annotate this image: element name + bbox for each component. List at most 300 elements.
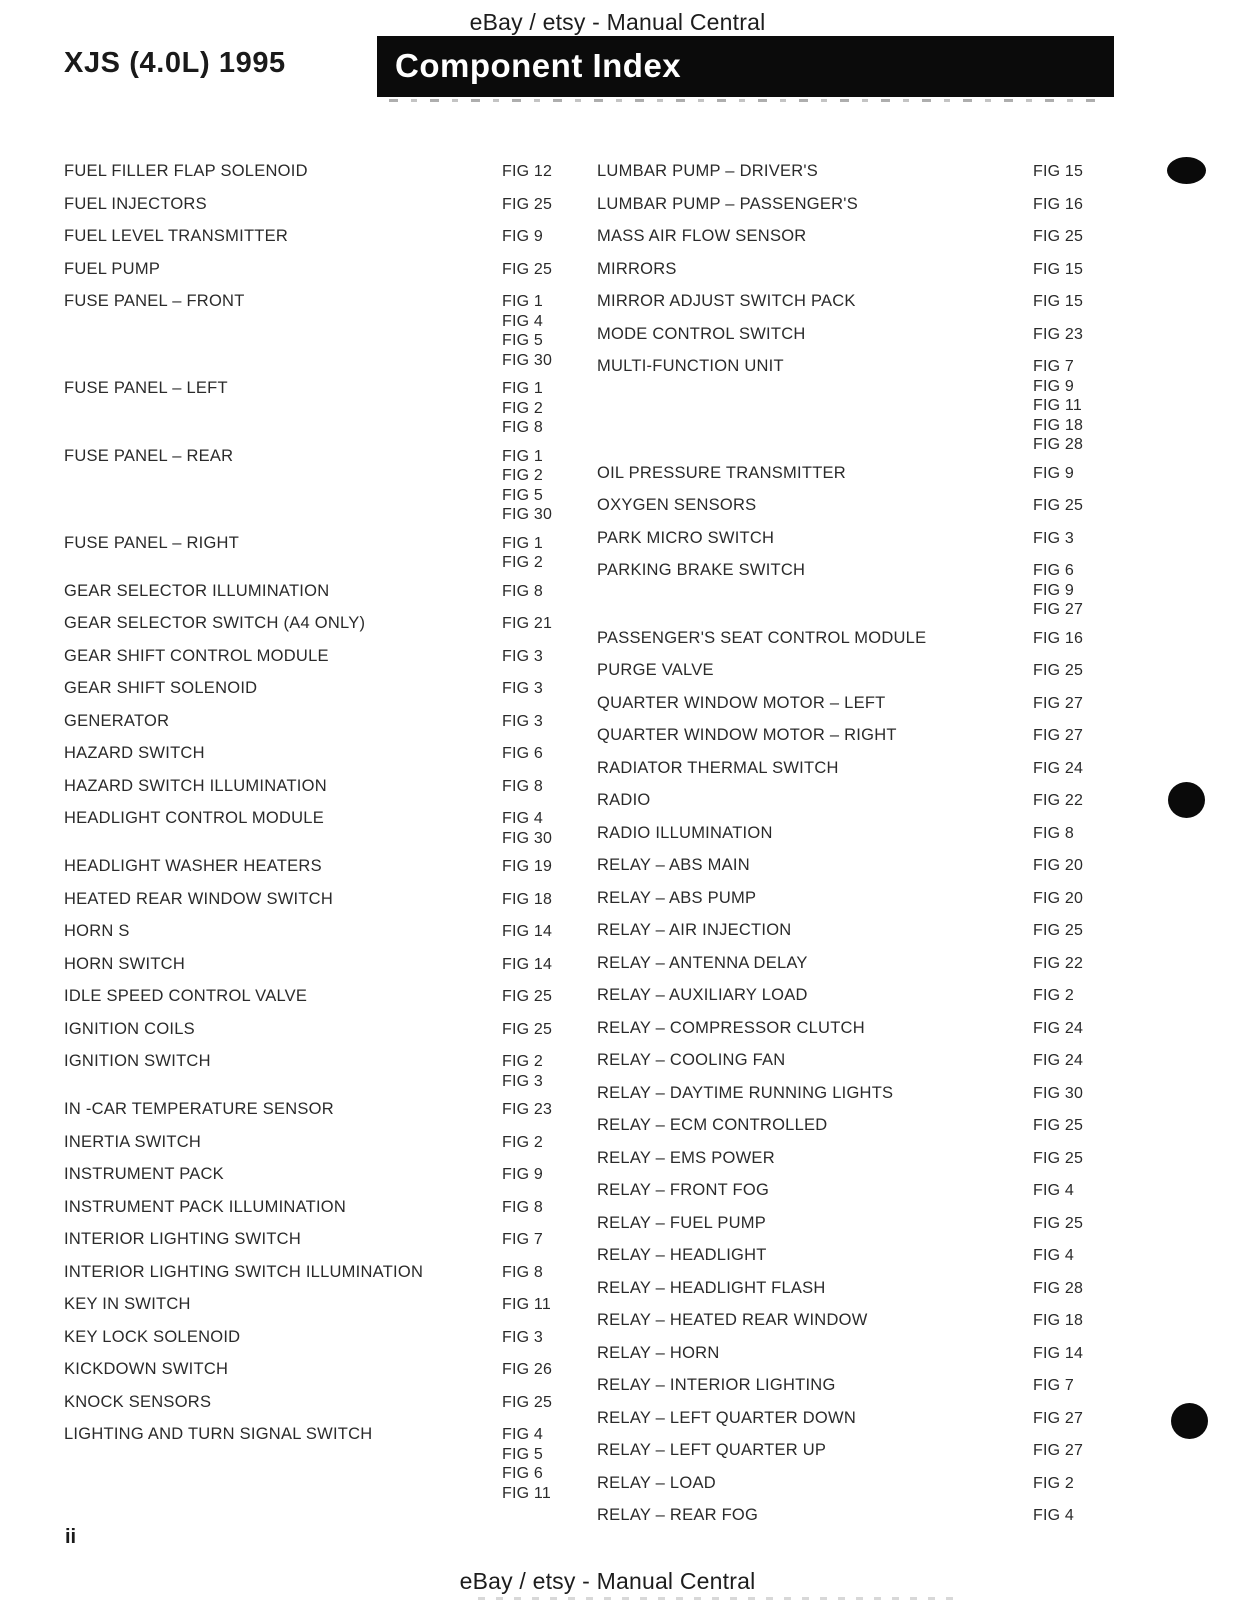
figure-refs xyxy=(1033,726,1093,746)
index-entry xyxy=(597,1474,1093,1494)
component-name: FUEL LEVEL TRANSMITTER xyxy=(64,227,289,245)
figure-refs xyxy=(502,1295,560,1315)
component-name: RELAY – INTERIOR LIGHTING xyxy=(597,1376,836,1394)
index-entry xyxy=(64,195,560,215)
component-name: GEAR SHIFT CONTROL MODULE xyxy=(64,646,329,665)
index-entry xyxy=(64,955,560,975)
index-entry xyxy=(64,1328,560,1348)
figure-refs xyxy=(1033,1474,1093,1494)
figure-refs xyxy=(1033,496,1093,516)
figure-refs xyxy=(1033,759,1093,779)
index-entry xyxy=(64,1425,560,1503)
figure-ref: FIG 11 xyxy=(502,1484,551,1502)
index-entry xyxy=(597,824,1093,844)
index-entry xyxy=(597,1344,1093,1364)
figure-ref: FIG 24 xyxy=(1033,1019,1084,1037)
figure-refs xyxy=(502,614,560,634)
index-entry xyxy=(597,195,1093,215)
figure-refs xyxy=(502,1393,560,1413)
figure-ref: FIG 14 xyxy=(502,955,553,973)
index-entry xyxy=(597,954,1093,974)
figure-refs xyxy=(1033,162,1093,182)
component-name: LIGHTING AND TURN SIGNAL SWITCH xyxy=(64,1425,373,1443)
component-name: GEAR SHIFT SOLENOID xyxy=(64,679,258,697)
figure-ref: FIG 18 xyxy=(1033,1312,1084,1329)
figure-ref: FIG 2 xyxy=(502,1053,544,1070)
index-entry xyxy=(597,1311,1093,1331)
figure-refs xyxy=(502,744,560,764)
figure-refs xyxy=(1033,227,1093,247)
index-entry xyxy=(597,1279,1093,1299)
figure-refs xyxy=(502,447,560,525)
component-name: FUSE PANEL – RIGHT xyxy=(64,533,240,552)
component-name: FUEL FILLER FLAP SOLENOID xyxy=(64,162,308,180)
index-entry xyxy=(64,534,560,573)
figure-refs xyxy=(1033,954,1093,974)
figure-ref: FIG 25 xyxy=(1033,1149,1084,1167)
figure-ref: FIG 23 xyxy=(1033,325,1084,343)
figure-refs xyxy=(502,647,560,667)
index-entry xyxy=(597,1149,1093,1169)
figure-ref: FIG 8 xyxy=(502,1198,544,1216)
figure-refs xyxy=(502,1230,560,1250)
figure-ref: FIG 25 xyxy=(1033,662,1084,679)
figure-refs xyxy=(1033,1279,1093,1299)
component-name: LUMBAR PUMP – PASSENGER'S xyxy=(597,194,858,213)
figure-ref: FIG 7 xyxy=(1033,358,1075,375)
figure-refs xyxy=(502,227,560,247)
index-entry xyxy=(597,529,1093,549)
component-name: INSTRUMENT PACK xyxy=(64,1165,224,1183)
figure-refs xyxy=(1033,629,1093,649)
figure-ref: FIG 6 xyxy=(1033,562,1075,579)
figure-ref: FIG 2 xyxy=(1033,987,1075,1004)
top-watermark-text: eBay / etsy - Manual Central xyxy=(469,9,766,35)
figure-ref: FIG 1 xyxy=(502,447,544,465)
figure-ref: FIG 9 xyxy=(1033,464,1075,482)
component-name: QUARTER WINDOW MOTOR – RIGHT xyxy=(597,726,897,744)
component-name: FUSE PANEL – LEFT xyxy=(64,379,228,397)
figure-refs xyxy=(1033,1344,1093,1364)
figure-ref: FIG 25 xyxy=(1033,228,1084,245)
index-entry xyxy=(64,227,560,247)
figure-ref: FIG 28 xyxy=(1033,436,1084,453)
component-name: OIL PRESSURE TRANSMITTER xyxy=(597,463,846,482)
registration-dot-icon xyxy=(1168,782,1205,818)
index-entry xyxy=(597,496,1093,516)
component-name: RELAY – HEATED REAR WINDOW xyxy=(597,1311,868,1329)
figure-refs xyxy=(1033,1246,1093,1266)
figure-ref: FIG 2 xyxy=(502,399,544,417)
index-entry xyxy=(597,1246,1093,1266)
figure-ref: FIG 21 xyxy=(502,615,553,632)
index-entry xyxy=(597,292,1093,312)
index-entry xyxy=(597,325,1093,345)
component-name: IGNITION COILS xyxy=(64,1019,195,1038)
index-entry xyxy=(597,1506,1093,1526)
figure-ref: FIG 9 xyxy=(502,1166,544,1183)
figure-ref: FIG 4 xyxy=(502,810,544,827)
component-name: LUMBAR PUMP – DRIVER'S xyxy=(597,162,819,180)
index-entry xyxy=(597,986,1093,1006)
index-entry xyxy=(64,379,560,438)
figure-ref: FIG 9 xyxy=(502,228,544,245)
figure-ref: FIG 8 xyxy=(502,1263,544,1281)
component-name: PARK MICRO SWITCH xyxy=(597,528,775,547)
component-name: RELAY – AUXILIARY LOAD xyxy=(597,986,808,1004)
index-entry xyxy=(597,856,1093,876)
index-entry xyxy=(64,890,560,910)
figure-refs xyxy=(502,712,560,732)
index-entry xyxy=(64,292,560,370)
figure-ref: FIG 24 xyxy=(1033,759,1084,777)
component-name: MODE CONTROL SWITCH xyxy=(597,324,806,343)
component-name: IN -CAR TEMPERATURE SENSOR xyxy=(64,1100,334,1118)
figure-ref: FIG 22 xyxy=(1033,954,1084,972)
figure-ref: FIG 25 xyxy=(502,1393,553,1411)
figure-ref: FIG 14 xyxy=(502,923,553,940)
figure-ref: FIG 2 xyxy=(1033,1474,1075,1492)
figure-ref: FIG 5 xyxy=(502,1445,544,1463)
component-name: OXYGEN SENSORS xyxy=(597,496,757,514)
figure-refs xyxy=(502,260,560,280)
figure-ref: FIG 20 xyxy=(1033,857,1084,874)
component-name: FUSE PANEL – FRONT xyxy=(64,292,245,310)
component-name: KEY IN SWITCH xyxy=(64,1295,191,1313)
figure-ref: FIG 3 xyxy=(1033,529,1075,547)
index-entry xyxy=(64,922,560,942)
figure-ref: FIG 18 xyxy=(502,890,553,908)
component-name: HORN SWITCH xyxy=(64,954,185,973)
figure-refs xyxy=(502,1133,560,1153)
page-title: XJS (4.0L) 1995 xyxy=(64,47,286,79)
figure-refs xyxy=(1033,260,1093,280)
figure-ref: FIG 30 xyxy=(502,351,553,369)
component-name: QUARTER WINDOW MOTOR – LEFT xyxy=(597,693,886,712)
figure-ref: FIG 6 xyxy=(502,1465,544,1482)
figure-ref: FIG 15 xyxy=(1033,293,1084,310)
index-entry xyxy=(64,1360,560,1380)
index-entry xyxy=(597,227,1093,247)
figure-ref: FIG 25 xyxy=(1033,922,1084,939)
index-entry xyxy=(597,464,1093,484)
index-entry xyxy=(597,629,1093,649)
figure-ref: FIG 25 xyxy=(1033,1117,1084,1134)
figure-ref: FIG 30 xyxy=(1033,1084,1084,1102)
figure-refs xyxy=(502,1165,560,1185)
index-entry xyxy=(64,1100,560,1120)
figure-refs xyxy=(1033,292,1093,312)
figure-ref: FIG 3 xyxy=(502,1328,544,1346)
page-number: ii xyxy=(65,1526,77,1548)
figure-ref: FIG 16 xyxy=(1033,629,1084,647)
index-entry xyxy=(64,1295,560,1315)
component-name: GEAR SELECTOR SWITCH (A4 ONLY) xyxy=(64,614,366,632)
index-entry xyxy=(597,1441,1093,1461)
component-name: HEADLIGHT CONTROL MODULE xyxy=(64,809,324,827)
index-entry xyxy=(597,260,1093,280)
component-name: RELAY – COOLING FAN xyxy=(597,1051,786,1069)
figure-ref: FIG 9 xyxy=(1033,581,1075,599)
component-name: RELAY – LEFT QUARTER DOWN xyxy=(597,1408,857,1427)
figure-ref: FIG 4 xyxy=(1033,1507,1075,1524)
index-entry xyxy=(597,1084,1093,1104)
component-name: RELAY – COMPRESSOR CLUTCH xyxy=(597,1018,865,1037)
index-entry xyxy=(597,889,1093,909)
component-name: INTERIOR LIGHTING SWITCH ILLUMINATION xyxy=(64,1262,424,1281)
figure-refs xyxy=(502,955,560,975)
figure-refs xyxy=(1033,1311,1093,1331)
figure-refs xyxy=(1033,1019,1093,1039)
index-entry xyxy=(597,694,1093,714)
component-name: RADIATOR THERMAL SWITCH xyxy=(597,758,839,777)
index-entry xyxy=(597,661,1093,681)
figure-refs xyxy=(1033,694,1093,714)
figure-refs xyxy=(502,679,560,699)
component-name: RELAY – FUEL PUMP xyxy=(597,1213,767,1232)
figure-refs xyxy=(502,809,560,848)
figure-ref: FIG 8 xyxy=(502,419,544,436)
figure-ref: FIG 20 xyxy=(1033,889,1084,907)
figure-ref: FIG 7 xyxy=(1033,1377,1075,1394)
component-name: RELAY – REAR FOG xyxy=(597,1506,759,1524)
figure-ref: FIG 15 xyxy=(1033,260,1084,278)
figure-refs xyxy=(1033,824,1093,844)
figure-ref: FIG 11 xyxy=(502,1296,551,1313)
index-entry xyxy=(64,447,560,525)
index-entry xyxy=(597,1376,1093,1396)
index-entry xyxy=(64,162,560,182)
component-name: MIRROR ADJUST SWITCH PACK xyxy=(597,292,856,310)
component-name: RELAY – ANTENNA DELAY xyxy=(597,953,808,972)
index-entry xyxy=(64,809,560,848)
figure-ref: FIG 19 xyxy=(502,858,553,875)
figure-ref: FIG 30 xyxy=(502,829,553,847)
index-column-right xyxy=(597,162,1093,1539)
figure-ref: FIG 2 xyxy=(502,467,544,484)
figure-refs xyxy=(502,1020,560,1040)
figure-ref: FIG 2 xyxy=(502,1133,544,1151)
component-name: RELAY – HORN xyxy=(597,1343,720,1362)
figure-ref: FIG 1 xyxy=(502,534,544,552)
figure-ref: FIG 18 xyxy=(1033,416,1084,434)
figure-refs xyxy=(502,857,560,877)
index-entry xyxy=(597,921,1093,941)
component-name: FUEL INJECTORS xyxy=(64,194,207,213)
figure-ref: FIG 4 xyxy=(1033,1247,1075,1264)
figure-ref: FIG 15 xyxy=(1033,163,1084,180)
component-name: FUSE PANEL – REAR xyxy=(64,446,234,465)
figure-ref: FIG 3 xyxy=(502,712,544,730)
figure-ref: FIG 27 xyxy=(1033,727,1084,744)
index-entry xyxy=(597,561,1093,620)
figure-refs xyxy=(1033,1116,1093,1136)
figure-refs xyxy=(1033,1214,1093,1234)
figure-refs xyxy=(502,987,560,1007)
figure-ref: FIG 25 xyxy=(502,195,553,213)
figure-ref: FIG 1 xyxy=(502,293,544,310)
component-name: PASSENGER'S SEAT CONTROL MODULE xyxy=(597,628,927,647)
figure-refs xyxy=(1033,986,1093,1006)
component-name: PARKING BRAKE SWITCH xyxy=(597,561,806,579)
figure-refs xyxy=(1033,561,1093,620)
index-entry xyxy=(64,1230,560,1250)
index-column-left xyxy=(64,162,560,1512)
figure-refs xyxy=(1033,1506,1093,1526)
component-name: PURGE VALVE xyxy=(597,661,714,679)
figure-ref: FIG 26 xyxy=(502,1361,553,1378)
figure-ref: FIG 27 xyxy=(1033,1442,1084,1459)
figure-refs xyxy=(502,1263,560,1283)
component-name: KNOCK SENSORS xyxy=(64,1392,212,1411)
figure-ref: FIG 8 xyxy=(502,777,544,795)
figure-ref: FIG 27 xyxy=(1033,1409,1084,1427)
figure-ref: FIG 7 xyxy=(502,1231,544,1248)
figure-refs xyxy=(1033,1149,1093,1169)
figure-refs xyxy=(1033,1409,1093,1429)
figure-ref: FIG 4 xyxy=(502,1426,544,1443)
figure-refs xyxy=(1033,529,1093,549)
index-entry xyxy=(64,987,560,1007)
figure-refs xyxy=(502,777,560,797)
component-name: IGNITION SWITCH xyxy=(64,1052,211,1070)
component-name: RADIO ILLUMINATION xyxy=(597,823,773,842)
figure-ref: FIG 16 xyxy=(1033,195,1084,213)
figure-ref: FIG 3 xyxy=(502,1072,544,1090)
index-entry xyxy=(597,1409,1093,1429)
figure-ref: FIG 4 xyxy=(502,312,544,330)
component-name: INTERIOR LIGHTING SWITCH xyxy=(64,1230,301,1248)
figure-ref: FIG 30 xyxy=(502,506,553,523)
index-entry xyxy=(597,791,1093,811)
figure-refs xyxy=(502,1198,560,1218)
figure-refs xyxy=(1033,661,1093,681)
figure-refs xyxy=(502,582,560,602)
component-name: MASS AIR FLOW SENSOR xyxy=(597,227,807,245)
figure-ref: FIG 11 xyxy=(1033,397,1082,414)
figure-ref: FIG 25 xyxy=(1033,497,1084,514)
index-entry xyxy=(64,744,560,764)
index-entry xyxy=(597,759,1093,779)
figure-refs xyxy=(502,1425,560,1503)
figure-refs xyxy=(1033,1084,1093,1104)
component-name: RELAY – DAYTIME RUNNING LIGHTS xyxy=(597,1083,894,1102)
component-name: INSTRUMENT PACK ILLUMINATION xyxy=(64,1197,347,1216)
component-name: RELAY – HEADLIGHT xyxy=(597,1246,767,1264)
index-entry xyxy=(64,260,560,280)
component-name: RELAY – LOAD xyxy=(597,1473,716,1492)
figure-refs xyxy=(1033,1376,1093,1396)
index-entry xyxy=(64,1165,560,1185)
figure-ref: FIG 25 xyxy=(502,988,553,1005)
index-entry xyxy=(64,1198,560,1218)
index-entry xyxy=(597,1019,1093,1039)
figure-refs xyxy=(502,162,560,182)
section-title: Component Index xyxy=(395,47,682,84)
index-entry xyxy=(597,162,1093,182)
index-entry xyxy=(64,857,560,877)
section-title-bar xyxy=(377,36,1114,97)
component-name: MIRRORS xyxy=(597,259,677,278)
figure-ref: FIG 5 xyxy=(502,332,544,349)
index-entry xyxy=(64,1393,560,1413)
figure-ref: FIG 14 xyxy=(1033,1344,1084,1362)
figure-ref: FIG 9 xyxy=(1033,377,1075,395)
component-name: MULTI-FUNCTION UNIT xyxy=(597,357,784,375)
index-entry xyxy=(597,1181,1093,1201)
component-name: RELAY – LEFT QUARTER UP xyxy=(597,1441,827,1459)
component-name: RADIO xyxy=(597,791,651,809)
figure-refs xyxy=(502,1328,560,1348)
bottom-watermark-text: eBay / etsy - Manual Central xyxy=(459,1568,756,1594)
component-name: HEADLIGHT WASHER HEATERS xyxy=(64,857,322,875)
figure-refs xyxy=(1033,1051,1093,1071)
component-name: HAZARD SWITCH xyxy=(64,744,205,762)
index-entry xyxy=(597,357,1093,455)
index-entry xyxy=(597,1051,1093,1071)
index-entry xyxy=(64,679,560,699)
index-entry xyxy=(64,647,560,667)
index-entry xyxy=(64,614,560,634)
figure-ref: FIG 12 xyxy=(502,163,553,180)
index-entry xyxy=(64,1133,560,1153)
registration-dot-icon xyxy=(1171,1403,1208,1439)
figure-refs xyxy=(502,1052,560,1091)
component-name: KICKDOWN SWITCH xyxy=(64,1360,229,1378)
figure-ref: FIG 2 xyxy=(502,554,544,571)
figure-refs xyxy=(1033,1441,1093,1461)
figure-refs xyxy=(502,534,560,573)
figure-ref: FIG 25 xyxy=(1033,1214,1084,1232)
figure-ref: FIG 1 xyxy=(502,380,544,397)
figure-ref: FIG 6 xyxy=(502,745,544,762)
figure-refs xyxy=(502,195,560,215)
index-entry xyxy=(64,1020,560,1040)
figure-refs xyxy=(1033,856,1093,876)
figure-refs xyxy=(502,890,560,910)
index-entry xyxy=(597,726,1093,746)
registration-dot-icon xyxy=(1167,157,1206,184)
figure-refs xyxy=(502,379,560,438)
figure-ref: FIG 3 xyxy=(502,647,544,665)
index-entry xyxy=(64,712,560,732)
figure-ref: FIG 8 xyxy=(1033,824,1075,842)
component-name: HORN S xyxy=(64,922,130,940)
component-name: FUEL PUMP xyxy=(64,259,161,278)
figure-ref: FIG 27 xyxy=(1033,694,1084,712)
component-name: HEATED REAR WINDOW SWITCH xyxy=(64,889,334,908)
figure-ref: FIG 4 xyxy=(1033,1182,1075,1199)
component-name: RELAY – ABS PUMP xyxy=(597,888,757,907)
component-name: RELAY – FRONT FOG xyxy=(597,1181,770,1199)
figure-refs xyxy=(502,292,560,370)
figure-ref: FIG 28 xyxy=(1033,1279,1084,1297)
figure-ref: FIG 24 xyxy=(1033,1052,1084,1069)
figure-ref: FIG 23 xyxy=(502,1101,553,1118)
figure-ref: FIG 25 xyxy=(502,260,553,278)
component-name: RELAY – EMS POWER xyxy=(597,1148,775,1167)
figure-refs xyxy=(502,1360,560,1380)
figure-refs xyxy=(1033,921,1093,941)
component-name: RELAY – AIR INJECTION xyxy=(597,921,792,939)
component-name: RELAY – HEADLIGHT FLASH xyxy=(597,1278,826,1297)
figure-ref: FIG 25 xyxy=(502,1020,553,1038)
index-entry xyxy=(64,777,560,797)
figure-ref: FIG 3 xyxy=(502,680,544,697)
figure-refs xyxy=(1033,464,1093,484)
figure-refs xyxy=(1033,357,1093,455)
component-name: HAZARD SWITCH ILLUMINATION xyxy=(64,776,327,795)
